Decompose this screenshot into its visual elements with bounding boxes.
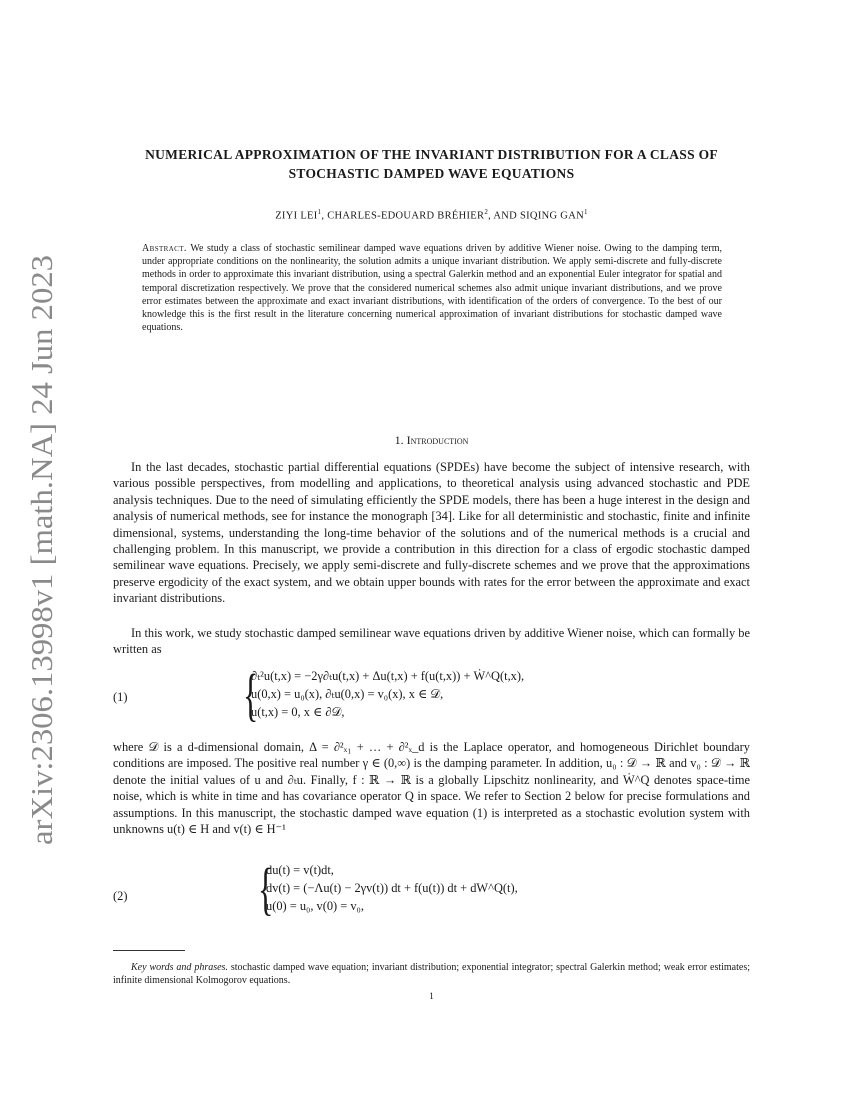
equation-brace: { bbox=[243, 662, 259, 727]
equation-line: u(0,x) = u₀(x), ∂ₜu(0,x) = v₀(x), x ∈ 𝒟, bbox=[251, 687, 444, 701]
section-title: Introduction bbox=[406, 433, 469, 447]
abstract-text: We study a class of stochastic semilinear damped wave equations driven by additive Wiener noise. Owing to the damping term, under appropriate conditions on the nonlinearity, the solution admits a unique invariant distribution. We apply semi-discrete and fully-discrete methods in order to approximate this invariant distribution, using a spectral Galerkin method and an exponential Euler integrator for spatial and temporal discretization respectively. We prove that the considered numerical schemes also admit unique invariant distributions, and we prove error estimates between the approximate and exact invariant distributions, with identification of the orders of convergence. To the best of our knowledge this is the first result in the literature concerning numerical approximation of invariant distributions for stochastic damped wave equations. bbox=[142, 243, 722, 334]
author-name: ZIYI LEI bbox=[275, 210, 318, 222]
author-separator: , AND bbox=[488, 210, 520, 222]
equation-system bbox=[251, 668, 524, 722]
section-number: 1. bbox=[394, 433, 404, 447]
equation-1 bbox=[113, 662, 750, 728]
equation-line: ∂ₜ²u(t,x) = −2γ∂ₜu(t,x) + Δu(t,x) + f(u(t,x)) + Ẇ^Q(t,x), bbox=[251, 669, 525, 683]
section-heading bbox=[113, 433, 750, 448]
arxiv-id: arXiv:2306.13998v1 [math.NA] 24 Jun 2023 bbox=[24, 285, 59, 845]
footnote bbox=[113, 961, 750, 987]
footnote-divider bbox=[113, 950, 185, 951]
author-separator: , bbox=[321, 210, 328, 222]
intro-paragraph: where 𝒟 is a d-dimensional domain, Δ = ∂²ₓ₁ + … + ∂²ₓ_d is the Laplace operator, and homogeneous Dirichlet boundary conditions are imposed. The positive real number γ ∈ (0,∞) is the damping parameter. In addition, u₀ : 𝒟 → ℝ and v₀ : 𝒟 → ℝ denote the initial values of u and ∂ₜu. Finally, f : ℝ → ℝ is a globally Lipschitz nonlinearity, and Ẇ^Q denotes space-time noise, which is white in time and has covariance operator Q in space. We refer to Section 2 below for precise formulations and assumptions. In this manuscript, the stochastic damped wave equation (1) is interpreted as a stochastic evolution system with unknowns u(t) ∈ H and v(t) ∈ H⁻¹ bbox=[113, 740, 750, 837]
intro-paragraph: In this work, we study stochastic damped semilinear wave equations driven by additive Wiener noise, which can formally be written as bbox=[113, 626, 750, 657]
abstract-label: Abstract. bbox=[142, 243, 187, 254]
arxiv-stamp bbox=[18, 250, 64, 850]
equation-2 bbox=[113, 856, 750, 932]
intro-paragraph: In the last decades, stochastic partial differential equations (SPDEs) have become the subject of intensive research, with various possible perspectives, from modelling and applications, to theoretical analysis using advanced stochastic and PDE analysis techniques. Due to the need of simulating efficiently the SPDE models, there has been a huge interest in the design and analysis of numerical methods, see for instance the monograph [34]. Like for all deterministic and stochastic, finite and infinite dimensional, systems, understanding the long-time behavior of the solutions and of the numerical methods is a crucial and challenging problem. In this manuscript, we provide a contribution in this direction for a class of ergodic stochastic damped semilinear wave equations. Precisely, we apply semi-discrete and fully-discrete schemes and we prove that the approximations preserve ergodicity of the exact system, and we obtain upper bounds with rates for the error between the approximate and exact invariant distributions. bbox=[113, 460, 750, 606]
footnote-text: stochastic damped wave equation; invariant distribution; exponential integrator; spectral Galerkin method; weak error estimates; infinite dimensional Kolmogorov equations. bbox=[113, 962, 750, 986]
affiliation-mark: 2 bbox=[484, 208, 489, 216]
paper-title: NUMERICAL APPROXIMATION OF THE INVARIANT DISTRIBUTION FOR A CLASS OF STOCHASTIC DAMPED WAVE EQUATIONS bbox=[145, 147, 718, 181]
equation-line: dv(t) = (−Λu(t) − 2γv(t)) dt + f(u(t)) dt + dW^Q(t), bbox=[266, 881, 518, 895]
footnote-label: Key words and phrases. bbox=[131, 962, 228, 973]
equation-line: du(t) = v(t)dt, bbox=[266, 863, 334, 877]
author-name: SIQING GAN bbox=[520, 210, 584, 222]
abstract bbox=[142, 242, 722, 334]
affiliation-mark: 1 bbox=[583, 208, 588, 216]
equation-number: (2) bbox=[113, 889, 128, 903]
affiliation-mark: 1 bbox=[317, 208, 322, 216]
arxiv-stamp-svg bbox=[18, 250, 64, 850]
author-name: CHARLES-EDOUARD BRÉHIER bbox=[327, 210, 485, 222]
equation-line: u(0) = u₀, v(0) = v₀, bbox=[266, 899, 364, 913]
equation-line: u(t,x) = 0, x ∈ ∂𝒟, bbox=[251, 705, 345, 719]
equation-system bbox=[266, 862, 518, 916]
page-number: 1 bbox=[429, 992, 434, 1002]
equation-brace: { bbox=[258, 856, 274, 921]
author-list bbox=[113, 208, 750, 222]
equation-number: (1) bbox=[113, 690, 128, 704]
